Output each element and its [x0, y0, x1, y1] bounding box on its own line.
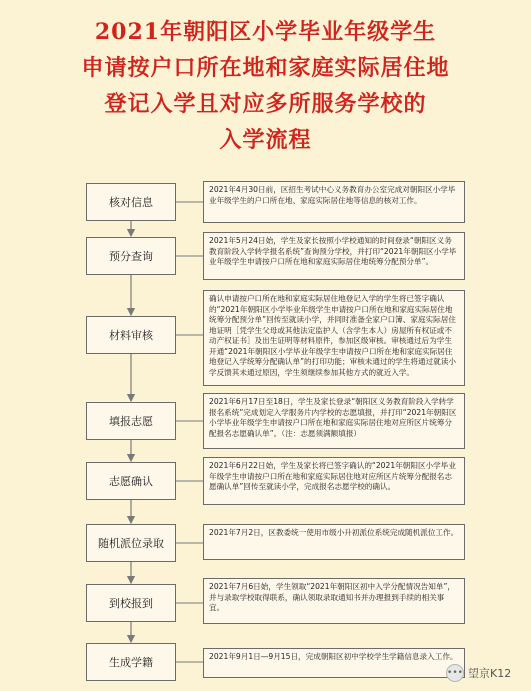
step-desc-random-assignment	[203, 524, 465, 560]
watermark-text: 望京K12	[468, 667, 512, 680]
step-box-random-assignment	[86, 524, 176, 562]
step-description: 2021年6月17日至18日，学生及家长登录“朝阳区义务教育阶段入学转学报名系统”完成划定入学服务片内学校的志愿填报，并打印“2021年朝阳区小学毕业年级学生申请按户口所在地和家庭实际居住地对应所区片统筹分配报名志愿确认单”。（注：志愿须满额填报）	[209, 397, 457, 438]
title-line-2: 申请按户口所在地和家庭实际居住地	[81, 55, 450, 81]
step-description: 确认申请按户口所在地和家庭实际居住地登记入学的学生将已签字确认的“2021年朝阳区小学毕业年级学生申请按户口所在地和家庭实际居住地统筹分配预分单”回传至就读小学，并同时准备全家户口簿、家庭实际居住地证明［凭学生父母或其他法定监护人（含学生本人）房屋所有权证或不动产权证书］及出生证明等材料原件，参加区级审核。审核通过后为学生开通“2021年朝阳区小学毕业年级学生申请按户口所在地和家庭实际居住地登记入学统筹分配确认单”的打印功能；审核未通过的学生将通过就读小学反馈其未通过原因，学生须继续参加其他方式的就近入学。	[209, 294, 456, 377]
step-label: 核对信息	[109, 196, 153, 209]
step-desc-fill-preferences	[203, 393, 465, 449]
step-box-generate-student-record	[86, 643, 176, 681]
step-description: 2021年7月2日，区教委统一使用市级小升初派位系统完成随机派位工作。	[209, 528, 459, 537]
step-desc-confirm-preferences	[203, 457, 465, 505]
step-label: 材料审核	[109, 329, 153, 342]
step-box-material-review	[86, 316, 176, 354]
step-label: 生成学籍	[109, 656, 153, 669]
step-desc-verify-info	[203, 181, 465, 223]
step-description: 2021年4月30日前，区招生考试中心义务教育办公室完成对朝阳区小学毕业年级学生的户口所在地、家庭实际居住地等信息的核对工作。	[209, 185, 456, 205]
step-desc-generate-student-record	[203, 648, 465, 678]
step-label: 到校报到	[109, 597, 153, 610]
title-line-1: 2021年朝阳区小学毕业年级学生	[94, 19, 437, 45]
step-desc-pre-assignment-query	[203, 232, 465, 280]
step-description: 2021年9月1日—9月15日，完成朝阳区初中学校学生学籍信息录入工作。	[209, 652, 458, 661]
title-line-4: 入学流程	[219, 127, 312, 153]
watermark	[446, 664, 511, 682]
step-box-confirm-preferences	[86, 462, 176, 500]
step-label: 预分查询	[109, 250, 153, 263]
step-box-pre-assignment-query	[86, 237, 176, 275]
step-label: 志愿确认	[109, 475, 153, 488]
step-desc-material-review	[203, 290, 465, 386]
step-description: 2021年5月24日始，学生及家长按照小学校通知的时间登录“朝阳区义务教育阶段入学转学报名系统”查询预分学校，并打印“2021年朝阳区小学毕业年级学生申请按户口所在地和家庭实际居住地统筹分配预分单”。	[209, 236, 457, 266]
step-label: 随机派位录取	[98, 537, 164, 550]
wechat-bubble-icon: •••	[446, 664, 464, 682]
step-description: 2021年6月22日始，学生及家长将已签字确认的“2021年朝阳区小学毕业年级学生申请按户口所在地和家庭实际居住地对应所区片统筹分配报名志愿确认单”回传至就读小学，完成报名志愿学校的确认。	[209, 461, 456, 491]
step-box-fill-preferences	[86, 402, 176, 440]
step-box-verify-info	[86, 183, 176, 221]
step-description: 2021年7月6日始，学生领取“2021年朝阳区初中入学分配情况告知单”，并与录取学校取得联系，确认领取录取通知书并办理报到手续的相关事宜。	[209, 582, 456, 612]
step-label: 填报志愿	[109, 415, 153, 428]
step-desc-school-registration	[203, 578, 465, 624]
title-line-3: 登记入学且对应多所服务学校的	[104, 91, 427, 117]
step-box-school-registration	[86, 584, 176, 622]
